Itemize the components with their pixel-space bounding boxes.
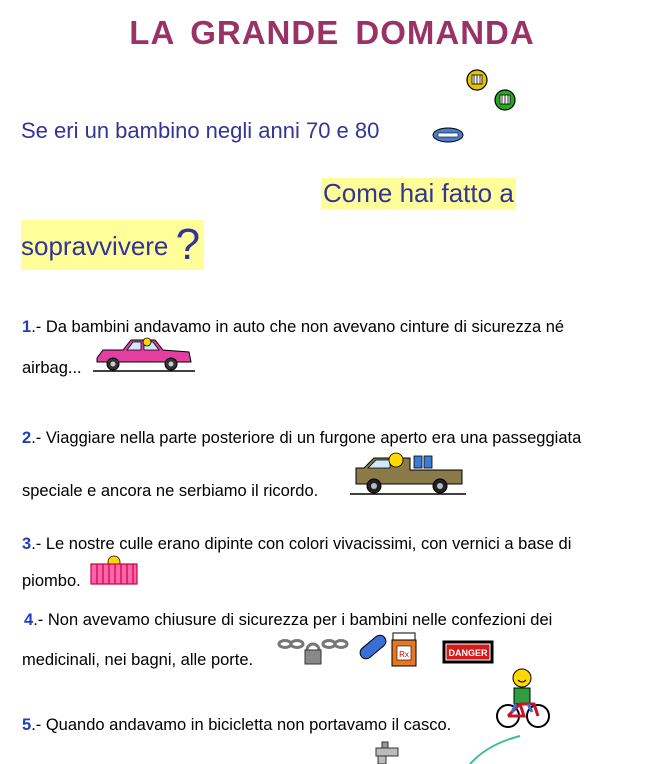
question-mark: ? (175, 220, 201, 269)
item-text-line-1: .- Viaggiare nella parte posteriore di un furgone aperto era una passeggiata (31, 429, 582, 447)
item-text-line-2: piombo. (22, 572, 81, 590)
faucet-icon (372, 740, 402, 764)
list-item-1 (22, 317, 564, 337)
pickup-truck-icon (350, 448, 466, 496)
hose-icon (468, 734, 524, 764)
list-item-3 (22, 534, 571, 554)
list-item-2 (22, 428, 581, 448)
item-number: 1 (22, 318, 32, 336)
question-line-2 (21, 220, 204, 270)
question-line-1: Come hai fatto a (323, 178, 514, 208)
item-text-line-1: .- Da bambini andavamo in auto che non avevano cinture di sicurezza né (31, 318, 565, 336)
item-text-line-1: .- Le nostre culle erano dipinte con colori vivacissimi, con vernici a base di (31, 535, 572, 553)
page-title: LA GRANDE DOMANDA (129, 14, 535, 51)
subtitle: Se eri un bambino negli anni 70 e 80 (21, 118, 380, 143)
medicine-bottle-icon (389, 632, 419, 668)
chain-lock-icon (277, 636, 349, 666)
item-text-line-1: .- Non avevamo chiusure di sicurezza per i bambini nelle confezioni dei (33, 611, 553, 629)
question-word: sopravvivere (21, 231, 169, 261)
smiley-icon (465, 68, 489, 92)
item-number: 3 (22, 535, 32, 553)
smiley-icon (493, 88, 517, 112)
item-number: 4 (24, 611, 34, 629)
item-number: 5 (22, 716, 32, 734)
bicycle-kid-icon (494, 668, 552, 732)
list-item-4 (24, 610, 552, 630)
item-text-line-2: airbag... (22, 359, 82, 377)
item-number: 2 (22, 429, 32, 447)
pink-car-icon (93, 336, 195, 374)
lips-icon (432, 126, 464, 144)
item-text-line-2: speciale e ancora ne serbiamo il ricordo. (22, 482, 319, 500)
item-text-line-2: medicinali, nei bagni, alle porte. (22, 651, 254, 669)
danger-sign-text: DANGER (448, 648, 488, 658)
list-item-5 (22, 715, 451, 735)
item-text-line-1: .- Quando andavamo in bicicletta non portavamo il casco. (31, 716, 452, 734)
danger-sign-icon (442, 640, 494, 664)
pill-icon (356, 630, 390, 664)
crib-icon (89, 554, 139, 588)
medicine-label: Rx (399, 650, 409, 659)
